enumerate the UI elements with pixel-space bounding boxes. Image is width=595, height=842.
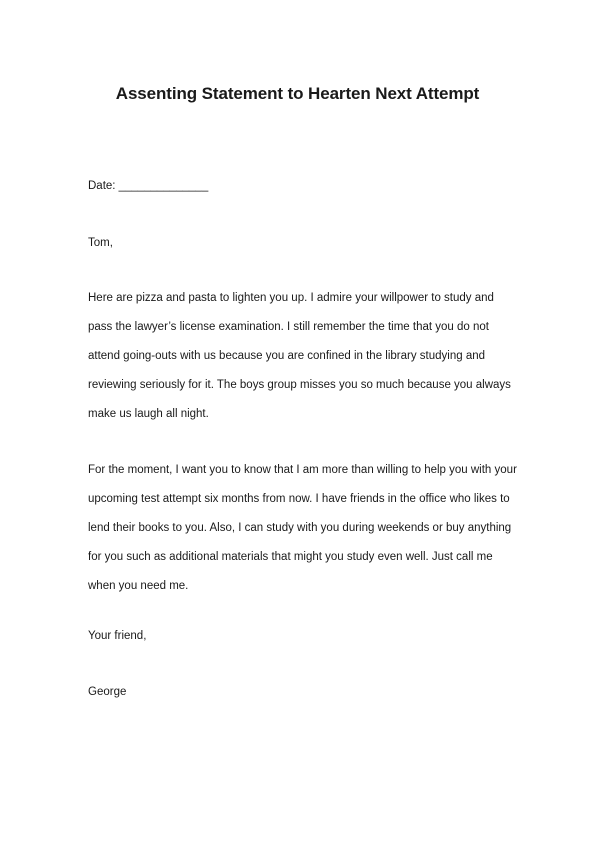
- body-paragraph-1: Here are pizza and pasta to lighten you up. I admire your willpower to study and pass the lawyer’s license examination. I still remember the time that you do not attend going-outs with us because you are confined in the library studying and reviewing seriously for it. The boys group misses you so much because you always make us laugh all night.: [88, 292, 511, 420]
- salutation: Tom,: [88, 237, 113, 249]
- closing: Your friend,: [88, 630, 147, 642]
- date-line: Date: ______________: [88, 180, 209, 192]
- body-paragraph-2: For the moment, I want you to know that I am more than willing to help you with your upcoming test attempt six months from now. I have friends in the office who likes to lend their books to you. Also, I can study with you during weekends or buy anything for you such as additional materials that might you study even well. Just call me when you need me.: [88, 464, 517, 592]
- document-title: Assenting Statement to Hearten Next Attempt: [115, 84, 480, 103]
- signature: George: [88, 686, 127, 698]
